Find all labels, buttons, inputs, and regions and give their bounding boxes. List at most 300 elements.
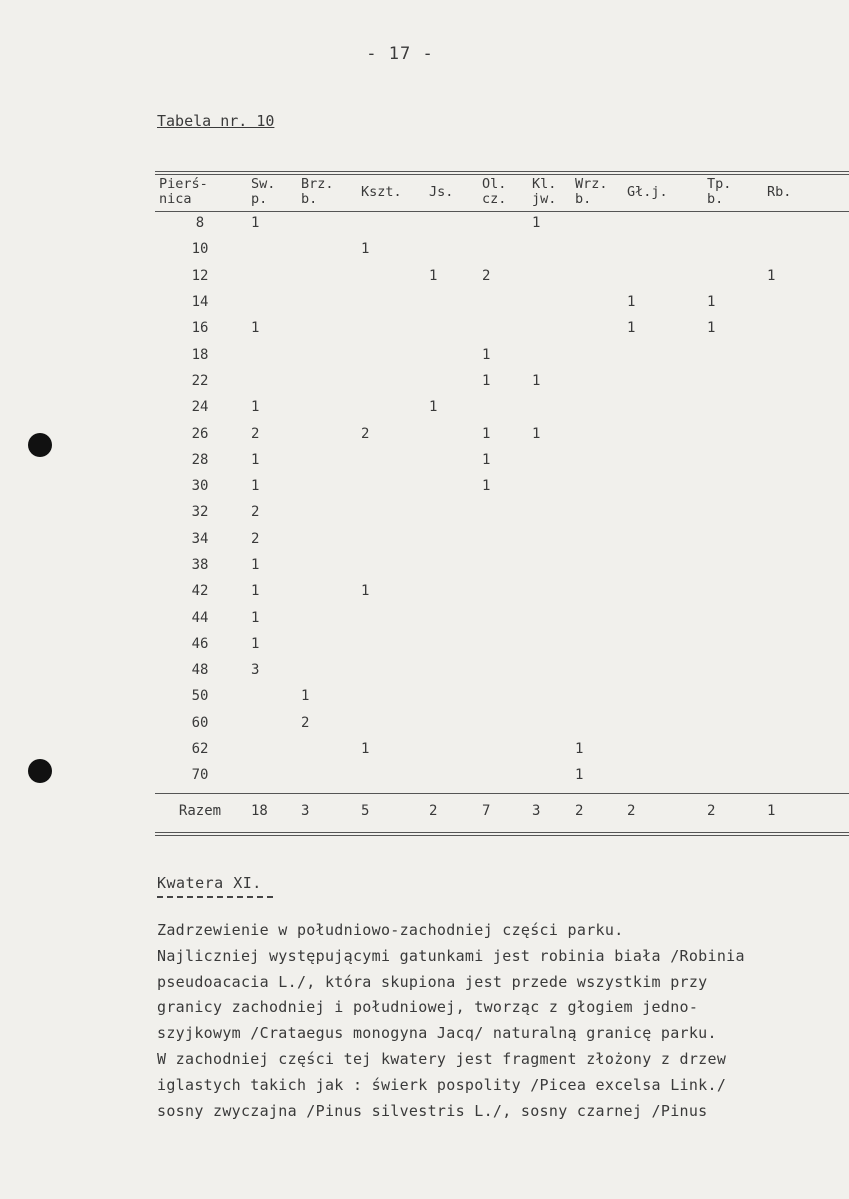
count-cell [476, 710, 526, 736]
count-cell [761, 315, 849, 341]
count-cell [621, 657, 701, 683]
count-cell [569, 315, 621, 341]
count-cell: 1 [575, 767, 584, 784]
count-cell: 1 [482, 372, 491, 389]
count-cell [245, 236, 295, 262]
count-cell [526, 263, 569, 289]
count-cell [423, 631, 476, 657]
diameter-cell: 38 [191, 557, 209, 573]
count-cell [355, 447, 423, 473]
total-cell: 3 [301, 802, 310, 819]
count-cell [295, 499, 355, 525]
count-cell [526, 473, 569, 499]
count-cell [621, 683, 701, 709]
total-cell: 1 [767, 802, 776, 819]
count-cell [621, 341, 701, 367]
count-cell [701, 341, 761, 367]
count-cell: 2 [301, 714, 310, 731]
count-cell [423, 657, 476, 683]
diameter-cell: 22 [191, 372, 209, 389]
count-cell [569, 210, 621, 236]
count-cell: 1 [251, 557, 260, 573]
table-body [155, 210, 849, 829]
total-cell: 18 [251, 802, 268, 819]
count-cell [569, 289, 621, 315]
column-header-line1: Wrz. [575, 176, 608, 192]
diameter-cell: 34 [191, 530, 209, 547]
count-cell [526, 631, 569, 657]
count-cell [245, 762, 295, 788]
count-cell: 1 [361, 741, 370, 758]
total-cell: 3 [532, 802, 541, 819]
table-row [155, 473, 849, 499]
count-cell [701, 657, 761, 683]
diameter-cell: 10 [191, 241, 209, 258]
count-cell [423, 473, 476, 499]
count-cell [423, 736, 476, 762]
count-cell [569, 368, 621, 394]
count-cell [701, 473, 761, 499]
count-cell [295, 236, 355, 262]
diameter-cell: 14 [191, 294, 209, 311]
count-cell [621, 578, 701, 604]
table-row [155, 420, 849, 446]
count-cell [761, 447, 849, 473]
count-cell [476, 289, 526, 315]
column-header-line2: cz. [482, 191, 507, 207]
table-row [155, 447, 849, 473]
count-cell [355, 368, 423, 394]
count-cell [423, 289, 476, 315]
count-cell [295, 289, 355, 315]
count-cell [761, 657, 849, 683]
column-header [423, 174, 476, 210]
count-cell [761, 394, 849, 420]
column-header [569, 174, 621, 210]
count-cell [701, 736, 761, 762]
body-line: granicy zachodniej i południowej, tworząc z głogiem jedno- [157, 998, 699, 1017]
table-row [155, 236, 849, 262]
column-header-line1: Sw. [251, 176, 276, 192]
count-cell [526, 499, 569, 525]
table-row [155, 263, 849, 289]
count-cell: 1 [251, 583, 260, 600]
count-cell: 1 [251, 635, 260, 652]
column-header-line1: Ol. [482, 176, 507, 192]
column-header-line1: Js. [429, 183, 454, 200]
count-cell [761, 631, 849, 657]
count-cell [569, 420, 621, 446]
count-cell [423, 499, 476, 525]
count-cell [476, 499, 526, 525]
count-cell [245, 710, 295, 736]
count-cell [295, 420, 355, 446]
count-cell: 1 [627, 294, 636, 311]
count-cell [355, 526, 423, 552]
diameter-cell: 28 [191, 451, 209, 468]
count-cell: 1 [482, 346, 491, 363]
table-bottom-rule [155, 832, 849, 836]
count-cell [526, 736, 569, 762]
diameter-cell: 32 [191, 504, 209, 521]
count-cell [355, 473, 423, 499]
column-header-line1: Pierś- [159, 176, 208, 192]
table-row [155, 762, 849, 788]
count-cell [526, 394, 569, 420]
diameter-cell: 46 [191, 635, 209, 652]
column-header-line1: Kl. [532, 176, 557, 192]
count-cell [701, 447, 761, 473]
column-header [155, 174, 245, 210]
count-cell [761, 210, 849, 236]
count-cell [701, 420, 761, 446]
count-cell [569, 394, 621, 420]
total-cell: 5 [361, 802, 370, 819]
column-header-line2: b. [301, 191, 318, 207]
count-cell [295, 657, 355, 683]
body-line: iglastych takich jak : świerk pospolity /Picea excelsa Link./ [157, 1075, 727, 1094]
body-line: Najliczniej występującymi gatunkami jest robinia biała /Robinia [157, 946, 745, 965]
section-title-underline [157, 896, 273, 898]
column-header-line2: jw. [532, 191, 557, 207]
column-header-line1: Kszt. [361, 183, 402, 200]
count-cell [701, 552, 761, 578]
column-header [476, 174, 526, 210]
count-cell [423, 552, 476, 578]
table-header-row [155, 174, 849, 210]
count-cell [476, 526, 526, 552]
count-cell [761, 473, 849, 499]
count-cell [476, 315, 526, 341]
total-cell: 2 [627, 802, 636, 819]
table-row [155, 710, 849, 736]
count-cell [355, 315, 423, 341]
count-cell [761, 552, 849, 578]
diameter-cell: 26 [191, 425, 209, 442]
count-cell [476, 578, 526, 604]
count-cell: 1 [482, 478, 491, 495]
count-cell [355, 552, 423, 578]
count-cell [569, 710, 621, 736]
count-cell [701, 263, 761, 289]
count-cell [761, 289, 849, 315]
diameter-cell: 16 [191, 320, 209, 337]
count-cell [701, 210, 761, 236]
count-cell [526, 657, 569, 683]
count-cell [295, 736, 355, 762]
count-cell: 1 [532, 215, 541, 232]
count-cell: 1 [707, 294, 716, 311]
count-cell [295, 552, 355, 578]
body-line: sosny zwyczajna /Pinus silvestris L./, sosny czarnej /Pinus [157, 1101, 708, 1120]
count-cell [423, 315, 476, 341]
count-cell [355, 341, 423, 367]
count-cell [526, 236, 569, 262]
count-cell: 1 [767, 267, 776, 284]
table-row [155, 526, 849, 552]
diameter-cell: 12 [191, 267, 209, 284]
count-cell [295, 604, 355, 630]
count-cell [569, 341, 621, 367]
count-cell: 1 [482, 425, 491, 442]
count-cell [476, 736, 526, 762]
table-row [155, 368, 849, 394]
column-header [761, 174, 849, 210]
count-cell [295, 762, 355, 788]
count-cell: 1 [707, 320, 716, 337]
punch-hole-bottom [28, 759, 52, 783]
diameter-cell: 70 [191, 767, 209, 784]
count-cell: 2 [482, 267, 491, 284]
count-cell [701, 368, 761, 394]
count-cell [355, 710, 423, 736]
count-cell [701, 578, 761, 604]
count-cell [701, 762, 761, 788]
count-cell [701, 683, 761, 709]
count-cell [476, 683, 526, 709]
body-paragraph [157, 918, 837, 1124]
count-cell [355, 604, 423, 630]
count-cell [423, 236, 476, 262]
count-cell: 1 [251, 320, 260, 337]
count-cell [621, 368, 701, 394]
diameter-cell: 18 [191, 346, 209, 363]
count-cell: 1 [251, 609, 260, 626]
count-cell [355, 683, 423, 709]
count-cell: 1 [532, 425, 541, 442]
count-cell [423, 420, 476, 446]
table-row [155, 289, 849, 315]
count-cell [701, 604, 761, 630]
count-cell [476, 631, 526, 657]
count-cell [476, 762, 526, 788]
count-cell [701, 394, 761, 420]
table-row [155, 736, 849, 762]
count-cell [295, 473, 355, 499]
count-cell [621, 499, 701, 525]
count-cell [569, 552, 621, 578]
count-cell [245, 263, 295, 289]
section-title: Kwatera XI. [157, 874, 262, 892]
column-header [701, 174, 761, 210]
count-cell: 2 [361, 425, 370, 442]
count-cell: 3 [251, 662, 260, 679]
count-cell [476, 236, 526, 262]
table-row [155, 657, 849, 683]
table-title: Tabela nr. 10 [157, 112, 275, 130]
diameter-cell: 8 [195, 215, 205, 232]
count-cell: 1 [627, 320, 636, 337]
count-cell [569, 604, 621, 630]
column-header-line2: b. [707, 191, 724, 207]
count-cell [423, 368, 476, 394]
total-row [155, 789, 849, 829]
count-cell [621, 447, 701, 473]
count-cell [295, 210, 355, 236]
count-cell [476, 604, 526, 630]
table-row [155, 631, 849, 657]
count-cell [701, 710, 761, 736]
count-cell [569, 236, 621, 262]
column-header-line1: Tp. [707, 176, 732, 192]
count-cell: 1 [251, 399, 260, 416]
count-cell: 1 [575, 741, 584, 758]
count-cell [423, 447, 476, 473]
count-cell: 1 [482, 451, 491, 468]
count-cell [295, 341, 355, 367]
count-cell [761, 683, 849, 709]
count-cell [295, 315, 355, 341]
table-row [155, 499, 849, 525]
count-cell [569, 263, 621, 289]
table-row [155, 341, 849, 367]
total-label: Razem [178, 802, 222, 819]
count-cell [526, 341, 569, 367]
count-cell [761, 499, 849, 525]
count-cell [355, 657, 423, 683]
column-header-line1: Gł.j. [627, 183, 668, 200]
count-cell [423, 341, 476, 367]
count-cell: 1 [251, 215, 260, 232]
count-cell [569, 526, 621, 552]
count-cell [245, 289, 295, 315]
count-cell [621, 604, 701, 630]
count-cell [355, 210, 423, 236]
table-row [155, 578, 849, 604]
count-cell [761, 762, 849, 788]
column-header [295, 174, 355, 210]
count-cell [621, 736, 701, 762]
diameter-cell: 50 [191, 688, 209, 705]
count-cell [295, 631, 355, 657]
diameter-cell: 62 [191, 741, 209, 758]
column-header-line1: Rb. [767, 183, 792, 200]
count-cell [701, 631, 761, 657]
count-cell: 1 [532, 372, 541, 389]
count-cell [621, 394, 701, 420]
count-cell [621, 710, 701, 736]
column-header-line2: nica [159, 191, 192, 207]
count-cell [423, 604, 476, 630]
count-cell [569, 578, 621, 604]
count-cell [295, 368, 355, 394]
body-line: Zadrzewienie w południowo-zachodniej części parku. [157, 921, 624, 939]
count-cell [761, 368, 849, 394]
count-cell [761, 736, 849, 762]
count-cell [355, 394, 423, 420]
count-cell: 1 [429, 267, 438, 284]
count-cell [621, 210, 701, 236]
column-header-line2: p. [251, 191, 268, 207]
count-cell [423, 762, 476, 788]
count-cell [355, 289, 423, 315]
punch-hole-top [28, 433, 52, 457]
breast-height-table [155, 174, 849, 829]
count-cell [761, 710, 849, 736]
body-line: pseudoacacia L./, która skupiona jest przede wszystkim przy [157, 972, 708, 991]
count-cell [526, 315, 569, 341]
count-cell [476, 210, 526, 236]
count-cell [761, 420, 849, 446]
count-cell [476, 657, 526, 683]
count-cell [526, 683, 569, 709]
diameter-cell: 30 [191, 478, 209, 495]
count-cell: 1 [251, 451, 260, 468]
diameter-cell: 60 [191, 714, 209, 731]
count-cell [569, 657, 621, 683]
count-cell: 2 [251, 530, 260, 547]
count-cell [701, 526, 761, 552]
body-line: W zachodniej części tej kwatery jest fragment złożony z drzew [157, 1049, 727, 1068]
count-cell [245, 736, 295, 762]
count-cell [295, 578, 355, 604]
total-cell: 2 [575, 802, 584, 819]
count-cell [621, 263, 701, 289]
column-header-line1: Brz. [301, 176, 334, 192]
count-cell [761, 236, 849, 262]
table-row [155, 394, 849, 420]
total-cell: 2 [429, 802, 438, 819]
count-cell [526, 762, 569, 788]
count-cell [423, 526, 476, 552]
count-cell [621, 552, 701, 578]
count-cell [245, 683, 295, 709]
total-cell: 2 [707, 802, 716, 819]
count-cell [476, 394, 526, 420]
count-cell [476, 552, 526, 578]
table-row [155, 683, 849, 709]
count-cell [295, 394, 355, 420]
table-row [155, 552, 849, 578]
column-header [245, 174, 295, 210]
count-cell [423, 210, 476, 236]
count-cell [355, 631, 423, 657]
count-cell [621, 420, 701, 446]
column-header-line2: b. [575, 191, 592, 207]
count-cell [701, 499, 761, 525]
count-cell [526, 710, 569, 736]
count-cell [621, 526, 701, 552]
count-cell [761, 604, 849, 630]
column-header [621, 174, 701, 210]
table-row [155, 315, 849, 341]
count-cell [701, 236, 761, 262]
table-row [155, 604, 849, 630]
count-cell: 1 [251, 478, 260, 495]
count-cell: 1 [429, 399, 438, 416]
table-row [155, 210, 849, 236]
count-cell [423, 710, 476, 736]
count-cell [526, 289, 569, 315]
column-header [526, 174, 569, 210]
count-cell: 1 [361, 583, 370, 600]
count-cell: 2 [251, 425, 260, 442]
count-cell [423, 683, 476, 709]
count-cell: 2 [251, 504, 260, 521]
count-cell [569, 631, 621, 657]
count-cell [761, 578, 849, 604]
count-cell: 1 [301, 688, 310, 705]
count-cell [526, 604, 569, 630]
count-cell [526, 552, 569, 578]
count-cell [295, 263, 355, 289]
count-cell [621, 631, 701, 657]
count-cell [569, 499, 621, 525]
count-cell [526, 526, 569, 552]
total-cell: 7 [482, 802, 491, 819]
count-cell [355, 762, 423, 788]
body-line: szyjkowym /Crataegus monogyna Jacq/ naturalną granicę parku. [157, 1024, 717, 1043]
